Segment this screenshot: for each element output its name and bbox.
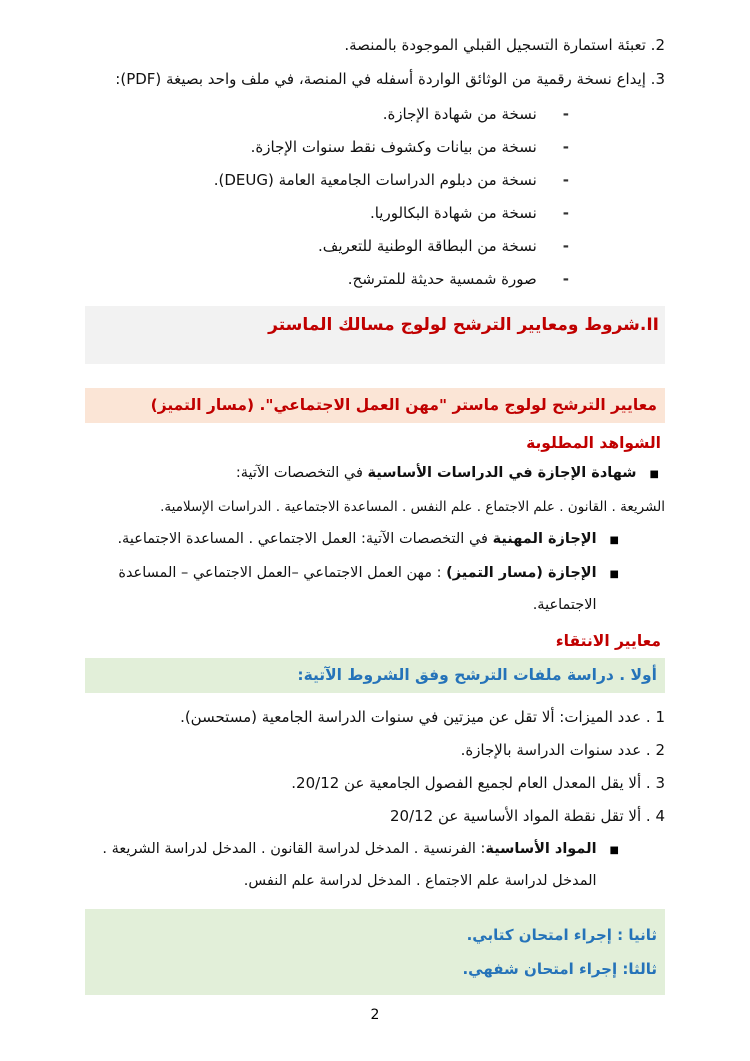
list-item: [85, 164, 665, 197]
document-label: نسخة من بيانات وكشوف نقط سنوات الإجازة.: [250, 138, 537, 156]
dash-bullet-icon: -: [562, 138, 569, 156]
document-label: نسخة من شهادة الإجازة.: [382, 105, 537, 123]
list-item: [85, 98, 665, 131]
square-bullet-icon: ■: [609, 535, 619, 546]
criteria-list: [85, 701, 665, 833]
section-ii-band: [85, 306, 665, 364]
dash-bullet-icon: -: [562, 105, 569, 123]
document-label: نسخة من شهادة البكالوريا.: [369, 204, 537, 222]
list-item: [85, 197, 665, 230]
list-item: [85, 457, 665, 491]
selection-second-text: ثانيا : إجراء امتحان كتابي.: [466, 926, 657, 944]
specialties-line: الشريعة . القانون . علم الاجتماع . علم النفس . المساعدة الاجتماعية . الدراسات الإسلامية.: [160, 499, 665, 515]
step-item-2: 2. تعبئة استمارة التسجيل القبلي الموجودة بالمنصة.: [344, 36, 665, 54]
master-criteria-title: معايير الترشح لولوج ماستر "مهن العمل الاجتماعي". (مسار التميز): [150, 396, 657, 414]
document-label: نسخة من دبلوم الدراسات الجامعية العامة (DEUG).: [213, 171, 537, 189]
dash-bullet-icon: -: [562, 237, 569, 255]
list-item: [85, 131, 665, 164]
credential-professional-text: الإجازة المهنية في التخصصات الآتية: العمل الاجتماعي . المساعدة الاجتماعية.: [117, 531, 597, 547]
section-ii-title: II.شروط ومعايير الترشح لولوج مسالك الماستر: [268, 315, 659, 335]
documents-list: [85, 98, 665, 296]
document-label: نسخة من البطاقة الوطنية للتعريف.: [318, 237, 537, 255]
criteria-item: 2 . عدد سنوات الدراسة بالإجازة.: [460, 741, 665, 759]
square-bullet-icon: ■: [609, 569, 619, 580]
selection-heading: معايير الانتقاء: [555, 632, 661, 650]
dash-bullet-icon: -: [562, 270, 569, 288]
square-bullet-icon: ■: [609, 845, 619, 856]
dash-bullet-icon: -: [562, 204, 569, 222]
criteria-item: 3 . ألا يقل المعدل العام لجميع الفصول الجامعية عن 20/12.: [291, 774, 665, 792]
credential-basic-text: شهادة الإجازة في الدراسات الأساسية في التخصصات الآتية:: [235, 465, 637, 481]
selection-third-text: ثالثا: إجراء امتحان شفهي.: [462, 960, 657, 978]
credentials-heading: الشواهد المطلوبة: [526, 434, 661, 452]
dash-bullet-icon: -: [562, 171, 569, 189]
list-item: [85, 523, 665, 557]
list-item: [85, 833, 665, 897]
page-number: 2: [370, 1007, 380, 1023]
criteria-item: 1 . عدد الميزات: ألا تقل عن ميزتين في سنوات الدراسة الجامعية (مستحسن).: [180, 708, 665, 726]
criteria-item: 4 . ألا تقل نقطة المواد الأساسية عن 20/12: [389, 807, 665, 825]
credential-excellence-text: الإجازة (مسار التميز) : مهن العمل الاجتماعي –العمل الاجتماعي – المساعدة الاجتماعية.: [118, 565, 597, 613]
master-criteria-band: [85, 388, 665, 423]
selection-exams-band: [85, 909, 665, 995]
square-bullet-icon: ■: [649, 469, 659, 480]
core-subjects-text: المواد الأساسية: الفرنسية . المدخل لدراسة القانون . المدخل لدراسة الشريعة . المدخل لدراسة علم الاجتماع . المدخل لدراسة علم النفس.: [102, 841, 597, 889]
list-item: [85, 557, 665, 621]
list-item: [85, 263, 665, 296]
step-item-3: 3. إيداع نسخة رقمية من الوثائق الواردة أسفله في المنصة، في ملف واحد بصيغة (PDF):: [115, 70, 665, 88]
document-label: صورة شمسية حديثة للمترشح.: [347, 270, 537, 288]
list-item: [85, 230, 665, 263]
selection-first-text: أولا . دراسة ملفات الترشح وفق الشروط الآتية:: [297, 666, 657, 684]
selection-first-band: [85, 658, 665, 693]
